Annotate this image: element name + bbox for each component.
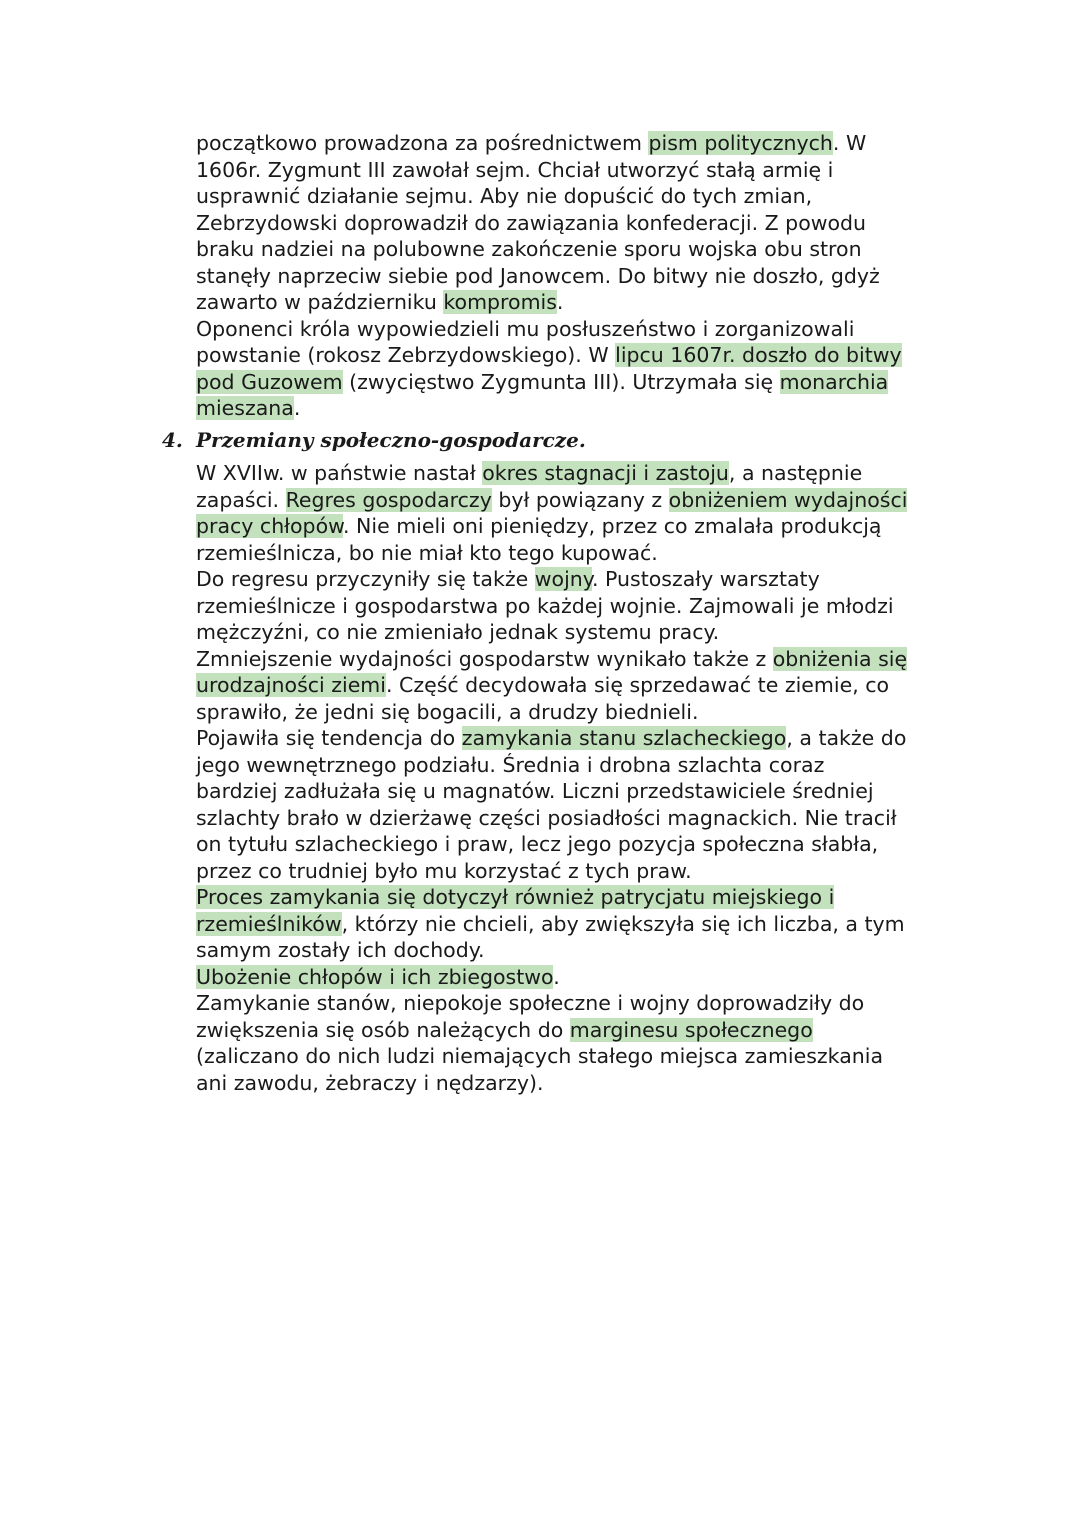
- text-line: [196, 460, 966, 487]
- highlighted-text: rzemieślników: [196, 911, 342, 936]
- text-line: [196, 316, 966, 343]
- section-title: Przemiany społeczno-gospodarcze.: [196, 428, 586, 452]
- highlighted-text: obniżeniem wydajności: [668, 487, 908, 512]
- section-heading: [162, 427, 586, 453]
- text-segment: ani zawodu, żebraczy i nędzarzy).: [196, 1070, 544, 1095]
- text-line: [196, 646, 966, 673]
- paragraph-przemiany: [196, 460, 966, 1096]
- text-segment: usprawnić działanie sejmu. Aby nie dopuścić do tych zmian,: [196, 184, 813, 208]
- text-line: [196, 831, 966, 858]
- text-line: [196, 130, 966, 157]
- text-segment: . Pustoszały warsztaty: [591, 567, 820, 591]
- text-line: [196, 699, 966, 726]
- text-line: [196, 157, 966, 184]
- text-segment: Pojawiła się tendencja do: [196, 726, 462, 750]
- text-segment: początkowo prowadzona za pośrednictwem: [196, 131, 649, 155]
- text-line: [196, 1043, 966, 1070]
- text-segment: Oponenci króla wypowiedzieli mu posłuszeństwo i zorganizowali: [196, 316, 855, 341]
- highlighted-text: mieszana: [196, 396, 294, 420]
- text-segment: rzemieślnicza, bo nie miał kto tego kupować.: [196, 540, 658, 565]
- highlighted-text: Proces zamykania się dotyczył również patrycjatu miejskiego i: [196, 885, 835, 909]
- text-segment: .: [556, 290, 564, 314]
- text-segment: on tytułu szlacheckiego i praw, lecz jego pozycja społeczna słabła,: [196, 832, 879, 856]
- highlighted-text: marginesu społecznego: [569, 1017, 813, 1042]
- text-segment: Zamykanie stanów, niepokoje społeczne i wojny doprowadziły do: [196, 991, 865, 1015]
- text-line: [196, 911, 966, 938]
- highlighted-text: lipcu 1607r. doszło do bitwy: [615, 343, 902, 367]
- text-line: [196, 183, 966, 210]
- highlighted-text: pracy chłopów: [196, 514, 343, 538]
- text-segment: , a także do: [786, 726, 907, 750]
- text-line: [196, 778, 966, 805]
- text-line: [196, 395, 966, 422]
- text-line: [196, 990, 966, 1017]
- text-segment: powstanie (rokosz Zebrzydowskiego). W: [196, 343, 616, 367]
- text-segment: Zmniejszenie wydajności gospodarstw wynikało także z: [196, 646, 773, 671]
- text-segment: braku nadziei na polubowne zakończenie sporu wojska obu stron: [196, 237, 862, 261]
- text-line: [196, 289, 966, 316]
- text-segment: 1606r. Zygmunt III zawołał sejm. Chciał utworzyć stałą armię i: [196, 157, 834, 182]
- text-segment: W XVIIw. w państwie nastał: [196, 461, 483, 485]
- text-line: [196, 593, 966, 620]
- text-line: [196, 964, 966, 991]
- text-segment: jego wewnętrznego podziału. Średnia i drobna szlachta coraz: [196, 752, 825, 777]
- text-segment: Do regresu przyczyniły się także: [196, 567, 535, 591]
- text-segment: szlachty brało w dzierżawę części posiadłości magnackich. Nie tracił: [196, 805, 897, 830]
- text-line: [196, 858, 966, 885]
- highlighted-text: pod Guzowem: [196, 369, 343, 394]
- text-segment: , którzy nie chcieli, aby zwiększyła się ich liczba, a tym: [341, 911, 905, 936]
- text-line: [196, 937, 966, 964]
- text-line: [196, 805, 966, 832]
- text-segment: , a następnie: [728, 461, 863, 485]
- text-segment: zwiększenia się osób należących do: [196, 1017, 570, 1042]
- text-line: [196, 342, 966, 369]
- paragraph-rokosz: [196, 130, 966, 422]
- text-segment: (zwycięstwo Zygmunta III). Utrzymała się: [342, 369, 780, 394]
- text-line: [196, 236, 966, 263]
- highlighted-text: okres stagnacji i zastoju: [482, 461, 729, 485]
- text-line: [196, 884, 966, 911]
- text-segment: zawarto w październiku: [196, 290, 444, 314]
- text-segment: rzemieślnicze i gospodarstwa po każdej wojnie. Zajmowali je młodzi: [196, 593, 894, 618]
- text-line: [196, 619, 966, 646]
- text-segment: sprawiło, że jedni się bogacili, a drudzy biednieli.: [196, 699, 699, 724]
- highlighted-text: urodzajności ziemi: [196, 673, 386, 697]
- text-line: [196, 513, 966, 540]
- highlighted-text: zamykania stanu szlacheckiego: [461, 726, 787, 750]
- text-line: [196, 1017, 966, 1044]
- text-line: [196, 752, 966, 779]
- text-line: [196, 487, 966, 514]
- highlighted-text: pism politycznych: [648, 131, 833, 155]
- highlighted-text: wojny: [534, 567, 592, 591]
- text-segment: . Część decydowała się sprzedawać te ziemie, co: [385, 673, 890, 697]
- text-segment: . Nie mieli oni pieniędzy, przez co zmalała produkcją: [343, 514, 882, 538]
- text-segment: był powiązany z: [491, 487, 669, 512]
- text-line: [196, 540, 966, 567]
- highlighted-text: obniżenia się: [772, 646, 908, 671]
- text-segment: bardziej zadłużała się u magnatów. Liczni przedstawiciele średniej: [196, 779, 874, 803]
- highlighted-text: monarchia: [779, 369, 889, 394]
- text-line: [196, 369, 966, 396]
- section-number: 4.: [162, 428, 183, 452]
- text-line: [196, 1070, 966, 1097]
- text-segment: . W: [832, 131, 867, 155]
- text-line: [196, 672, 966, 699]
- text-segment: .: [553, 964, 560, 989]
- text-segment: przez co trudniej było mu korzystać z tych praw.: [196, 858, 692, 883]
- text-segment: samym zostały ich dochody.: [196, 938, 485, 962]
- text-segment: .: [293, 396, 301, 420]
- highlighted-text: Ubożenie chłopów i ich zbiegostwo: [196, 964, 554, 989]
- text-segment: zapaści.: [196, 487, 286, 512]
- text-line: [196, 566, 966, 593]
- text-segment: mężczyźni, co nie zmieniało jednak systemu pracy.: [196, 620, 720, 644]
- highlighted-text: kompromis: [443, 290, 557, 314]
- text-segment: stanęły naprzeciw siebie pod Janowcem. Do bitwy nie doszło, gdyż: [196, 263, 880, 288]
- text-segment: Zebrzydowski doprowadził do zawiązania konfederacji. Z powodu: [196, 210, 867, 235]
- text-line: [196, 210, 966, 237]
- highlighted-text: Regres gospodarczy: [285, 487, 492, 512]
- text-line: [196, 725, 966, 752]
- text-line: [196, 263, 966, 290]
- text-segment: (zaliczano do nich ludzi niemających stałego miejsca zamieszkania: [196, 1044, 884, 1068]
